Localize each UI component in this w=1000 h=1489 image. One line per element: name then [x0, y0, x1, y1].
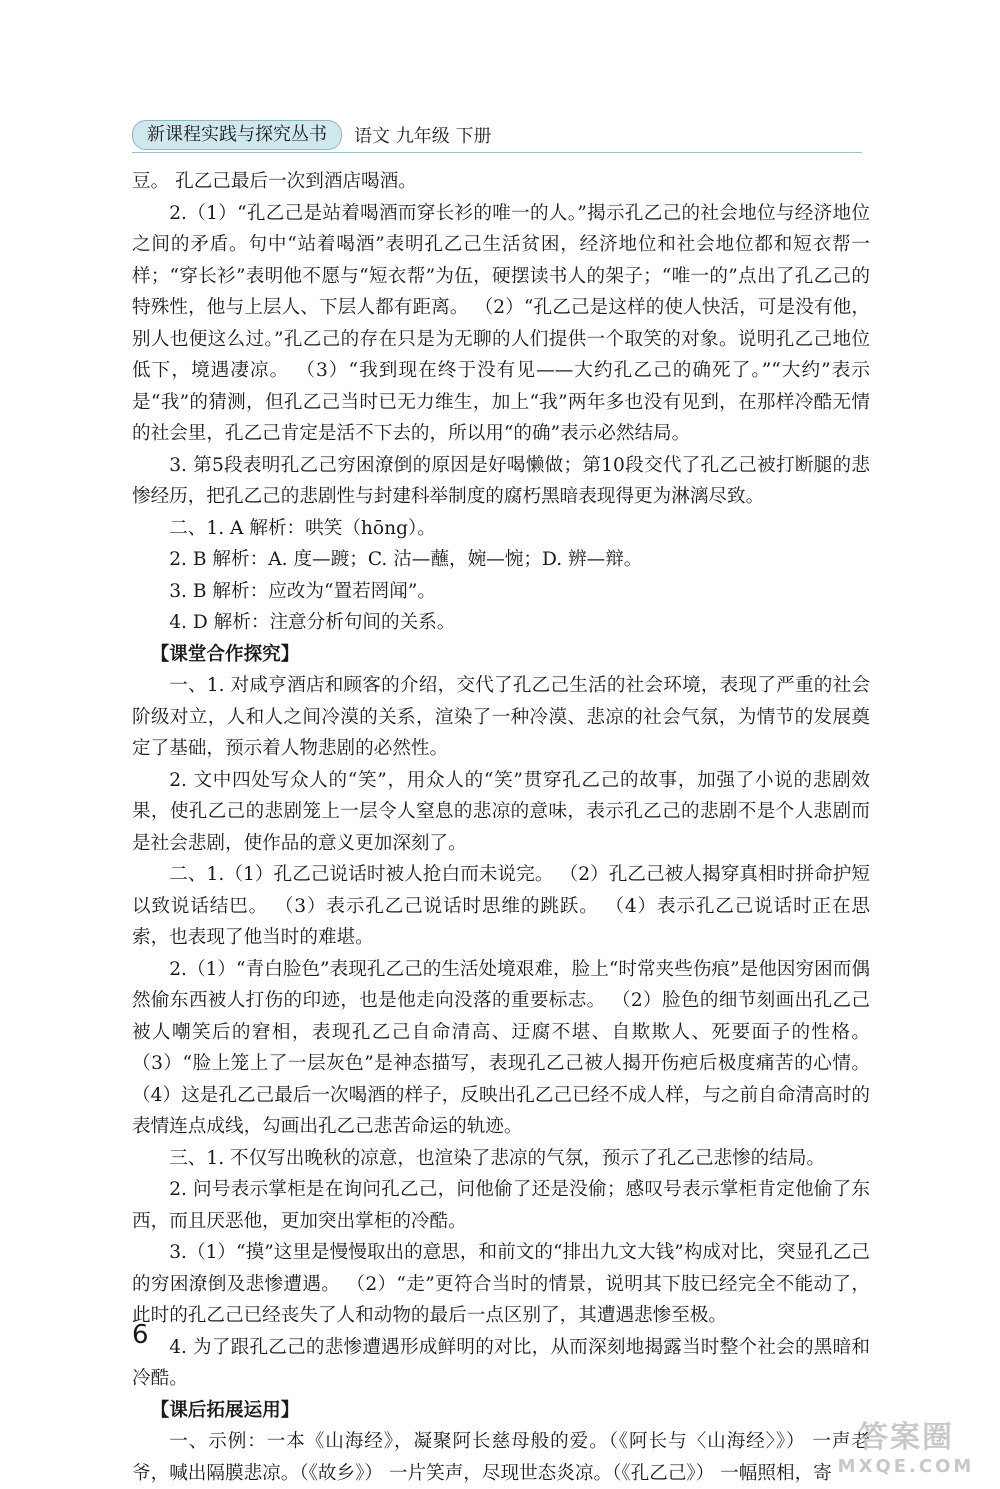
header-divider [132, 152, 862, 153]
paragraph: 2.（1）“青白脸色”表现孔乙己的生活处境艰难，脸上“时常夹些伤痕”是他因穷困而偶然偷东西被人打伤的印迹，也是他走向没落的重要标志。 （2）脸色的细节刻画出孔乙己被人嘲笑后的窘相，表现孔乙己自命清高、迂腐不堪、自欺欺人、死要面子的性格。 （3）“脸上笼上了一层灰色”是神态描写，表现孔乙己被人揭开伤疤后极度痛苦的心情。 （4）这是孔乙己最后一次喝酒的样子，反映出孔乙己已经不成人样，与之前自命清高时的表情连点成线，勾画出孔乙己悲苦命运的轨迹。 [132, 958, 870, 1137]
paragraph: 3. B 解析：应改为“置若罔闻”。 [169, 580, 436, 602]
paragraph: 豆。 孔乙己最后一次到酒店喝酒。 [132, 171, 417, 192]
paragraph: 3.（1）“摸”这里是慢慢取出的意思，和前文的“排出九文大钱”构成对比，突显孔乙己的穷困潦倒及悲惨遭遇。 （2）“走”更符合当时的情景，说明其下肢已经完全不能动了，此时的孔乙己已经丧失了人和动物的最后一点区别了，其遭遇悲惨至极。 [132, 1242, 870, 1326]
watermark-url: MXQE.COM [837, 1455, 975, 1477]
paragraph: 4. D 解析：注意分析句间的关系。 [169, 612, 456, 633]
answer-content [132, 166, 870, 1489]
paragraph: 一、示例：一本《山海经》，凝聚阿长慈母般的爱。（《阿长与〈山海经〉》） 一声老爷，喊出隔膜悲凉。（《故乡》） 一片笑声，尽现世态炎凉。（《孔乙己》） 一幅照相，寄 [132, 1431, 870, 1484]
book-info: 语文 九年级 下册 [354, 126, 492, 147]
paragraph: 2. 问号表示掌柜是在询问孔乙己，问他偷了还是没偷；感叹号表示掌柜肯定他偷了东西，而且厌恶他，更加突出掌柜的冷酷。 [132, 1179, 870, 1232]
paragraph: 2. 文中四处写众人的“笑”，用众人的“笑”贯穿孔乙己的故事，加强了小说的悲剧效果，使孔乙己的悲剧笼上一层令人窒息的悲凉的意味，表示孔乙己的悲剧不是个人悲剧而是社会悲剧，使作品的意义更加深刻了。 [132, 769, 870, 854]
watermark-title: 答案圈 [858, 1419, 954, 1455]
paragraph: 二、1.（1）孔乙己说话时被人抢白而未说完。 （2）孔乙己被人揭穿真相时拼命护短以致说话结巴。 （3）表示孔乙己说话时思维的跳跃。 （4）表示孔乙己说话时正在思索，也表现了他当时的难堪。 [132, 864, 870, 948]
paragraph: 4. 为了跟孔乙己的悲惨遭遇形成鲜明的对比，从而深刻地揭露当时整个社会的黑暗和冷酷。 [132, 1336, 870, 1389]
paragraph: 三、1. 不仅写出晚秋的凉意，也渲染了悲凉的气氛，预示了孔乙己悲惨的结局。 [169, 1147, 826, 1169]
section-heading: 【课后拓展运用】 [150, 1399, 300, 1421]
section-heading: 【课堂合作探究】 [150, 643, 300, 665]
series-badge: 新课程实践与探究丛书 [132, 120, 342, 150]
paragraph: 二、1. A 解析：哄笑（hōng）。 [169, 517, 436, 539]
page-number: 6 [132, 1320, 149, 1350]
paragraph: 2. B 解析：A. 度—踱；C. 沽—蘸，婉—惋；D. 辨—辩。 [169, 549, 643, 570]
watermark-logo [818, 1412, 994, 1476]
paragraph: 一、1. 对咸亨酒店和顾客的介绍，交代了孔乙己生活的社会环境，表现了严重的社会阶级对立，人和人之间冷漠的关系，渲染了一种冷漠、悲凉的社会气氛，为情节的发展奠定了基础，预示着人物悲剧的必然性。 [132, 675, 870, 759]
paragraph: 2.（1）“孔乙己是站着喝酒而穿长衫的唯一的人。”揭示孔乙己的社会地位与经济地位之间的矛盾。句中“站着喝酒”表明孔乙己生活贫困，经济地位和社会地位都和短衣帮一样；“穿长衫”表明他不愿与“短衣帮”为伍，硬摆读书人的架子；“唯一的”点出了孔乙己的特殊性，他与上层人、下层人都有距离。 （2）“孔乙己是这样的使人快活，可是没有他，别人也便这么过。”孔乙己的存在只是为无聊的人们提供一个取笑的对象。说明孔乙己地位低下，境遇凄凉。 （3）“我到现在终于没有见——大约孔乙己的确死了。”“大约”表示是“我”的猜测，但孔乙己当时已无力维生，加上“我”两年多也没有见到，在那样冷酷无情的社会里，孔乙己肯定是活不下去的，所以用“的确”表示必然结局。 [132, 202, 870, 444]
running-header [132, 120, 491, 150]
paragraph: 3. 第5段表明孔乙己穷困潦倒的原因是好喝懒做；第10段交代了孔乙己被打断腿的悲惨经历，把孔乙己的悲剧性与封建科举制度的腐朽黑暗表现得更为淋漓尽致。 [132, 454, 870, 507]
